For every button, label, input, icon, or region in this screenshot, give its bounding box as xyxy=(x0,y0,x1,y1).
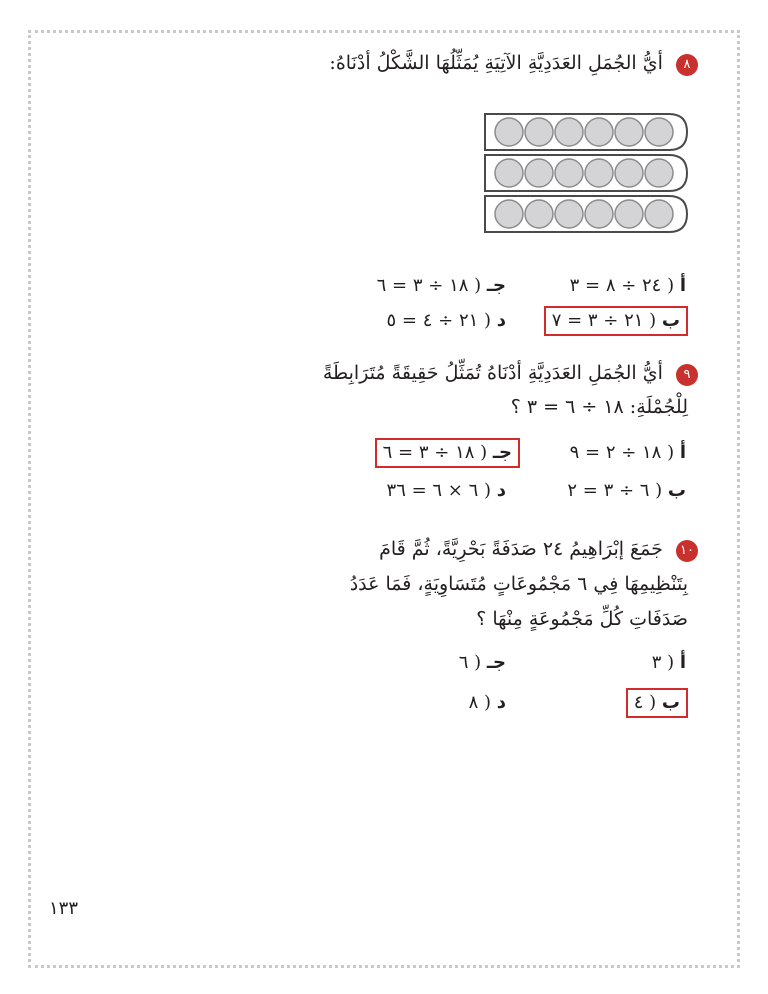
option-letter: ب xyxy=(661,692,680,713)
option-expression: ٦ xyxy=(458,652,469,673)
option-expression: ٢١ ÷ ٣ = ٧ xyxy=(551,310,644,331)
option-expression: ٨ xyxy=(468,692,479,713)
q9-option-a[interactable]: أ ( ١٨ ÷ ٢ = ٩ xyxy=(569,442,686,463)
question-8-badge: ٨ xyxy=(676,54,698,76)
page-number: ١٣٣ xyxy=(49,898,79,919)
q8-option-a[interactable]: أ ( ٢٤ ÷ ٨ = ٣ xyxy=(569,275,686,296)
option-expression: ٦ × ٦ = ٣٦ xyxy=(386,480,479,501)
counter-row-1 xyxy=(483,112,689,152)
counter-row-2 xyxy=(483,153,689,193)
option-letter: د xyxy=(496,310,506,331)
option-expression: ٢٤ ÷ ٨ = ٣ xyxy=(569,275,662,296)
q9-option-b[interactable]: ب ( ٦ ÷ ٣ = ٢ xyxy=(567,480,686,501)
q9-option-d[interactable]: د ( ٦ × ٦ = ٣٦ xyxy=(386,480,506,501)
option-letter: د xyxy=(496,692,506,713)
question-10-badge: ١٠ xyxy=(676,540,698,562)
question-10-continued-2 xyxy=(476,604,688,634)
q8-option-b-correct[interactable]: ب ( ٢١ ÷ ٣ = ٧ xyxy=(544,306,688,336)
option-letter: جـ xyxy=(492,442,512,463)
q8-option-d[interactable]: د ( ٢١ ÷ ٤ = ٥ xyxy=(386,310,506,331)
question-9-line-2: لِلْجُمْلَةِ: ١٨ ÷ ٦ = ٣ ؟ xyxy=(510,396,688,418)
option-letter: ب xyxy=(661,310,680,331)
option-letter: أ xyxy=(679,275,686,296)
q10-option-a[interactable]: أ ( ٣ xyxy=(651,652,686,673)
option-expression: ٣ xyxy=(651,652,662,673)
question-9-line-1: أيُّ الجُمَلِ العَدَدِيَّةِ أدْنَاهُ تُمَثِّلُ حَقِيقَةً مُتَرَابِطَةً xyxy=(322,362,663,384)
question-10 xyxy=(379,534,698,564)
counter-row-3 xyxy=(483,194,689,234)
question-10-continued-1 xyxy=(350,569,688,599)
q10-option-b-correct[interactable]: ب ( ٤ xyxy=(626,688,688,718)
option-letter: جـ xyxy=(486,275,506,296)
option-letter: أ xyxy=(679,442,686,463)
question-10-line-2: بِتَنْظِيمِهَا فِي ٦ مَجْمُوعَاتٍ مُتَسَاوِيَةٍ، فَمَا عَدَدُ xyxy=(349,573,688,595)
option-expression: ١٨ ÷ ٢ = ٩ xyxy=(569,442,662,463)
q10-option-d[interactable]: د ( ٨ xyxy=(468,692,506,713)
option-expression: ٦ ÷ ٣ = ٢ xyxy=(567,480,650,501)
option-expression: ١٨ ÷ ٣ = ٦ xyxy=(382,442,475,463)
option-expression: ١٨ ÷ ٣ = ٦ xyxy=(376,275,469,296)
q8-option-c[interactable]: جـ ( ١٨ ÷ ٣ = ٦ xyxy=(376,275,506,296)
question-10-line-1: جَمَعَ إبْرَاهِيمُ ٢٤ صَدَفَةً بَحْرِيَّةً، ثُمَّ قَامَ xyxy=(379,538,663,560)
option-letter: ب xyxy=(667,480,686,501)
question-10-line-3: صَدَفَاتِ كُلِّ مَجْمُوعَةٍ مِنْهَا ؟ xyxy=(476,608,688,630)
q9-option-c-correct[interactable]: جـ ( ١٨ ÷ ٣ = ٦ xyxy=(375,438,520,468)
option-letter: د xyxy=(496,480,506,501)
question-9-badge: ٩ xyxy=(676,364,698,386)
option-letter: أ xyxy=(679,652,686,673)
question-8-text: أيُّ الجُمَلِ العَدَدِيَّةِ الآتِيَةِ يُمَثِّلُهَا الشَّكْلُ أدْنَاهُ: xyxy=(329,52,663,74)
option-letter: جـ xyxy=(486,652,506,673)
option-expression: ٢١ ÷ ٤ = ٥ xyxy=(386,310,479,331)
q10-option-c[interactable]: جـ ( ٦ xyxy=(458,652,506,673)
option-expression: ٤ xyxy=(633,692,644,713)
question-9-continued xyxy=(511,392,688,422)
question-9 xyxy=(323,358,698,388)
question-8 xyxy=(329,48,698,78)
